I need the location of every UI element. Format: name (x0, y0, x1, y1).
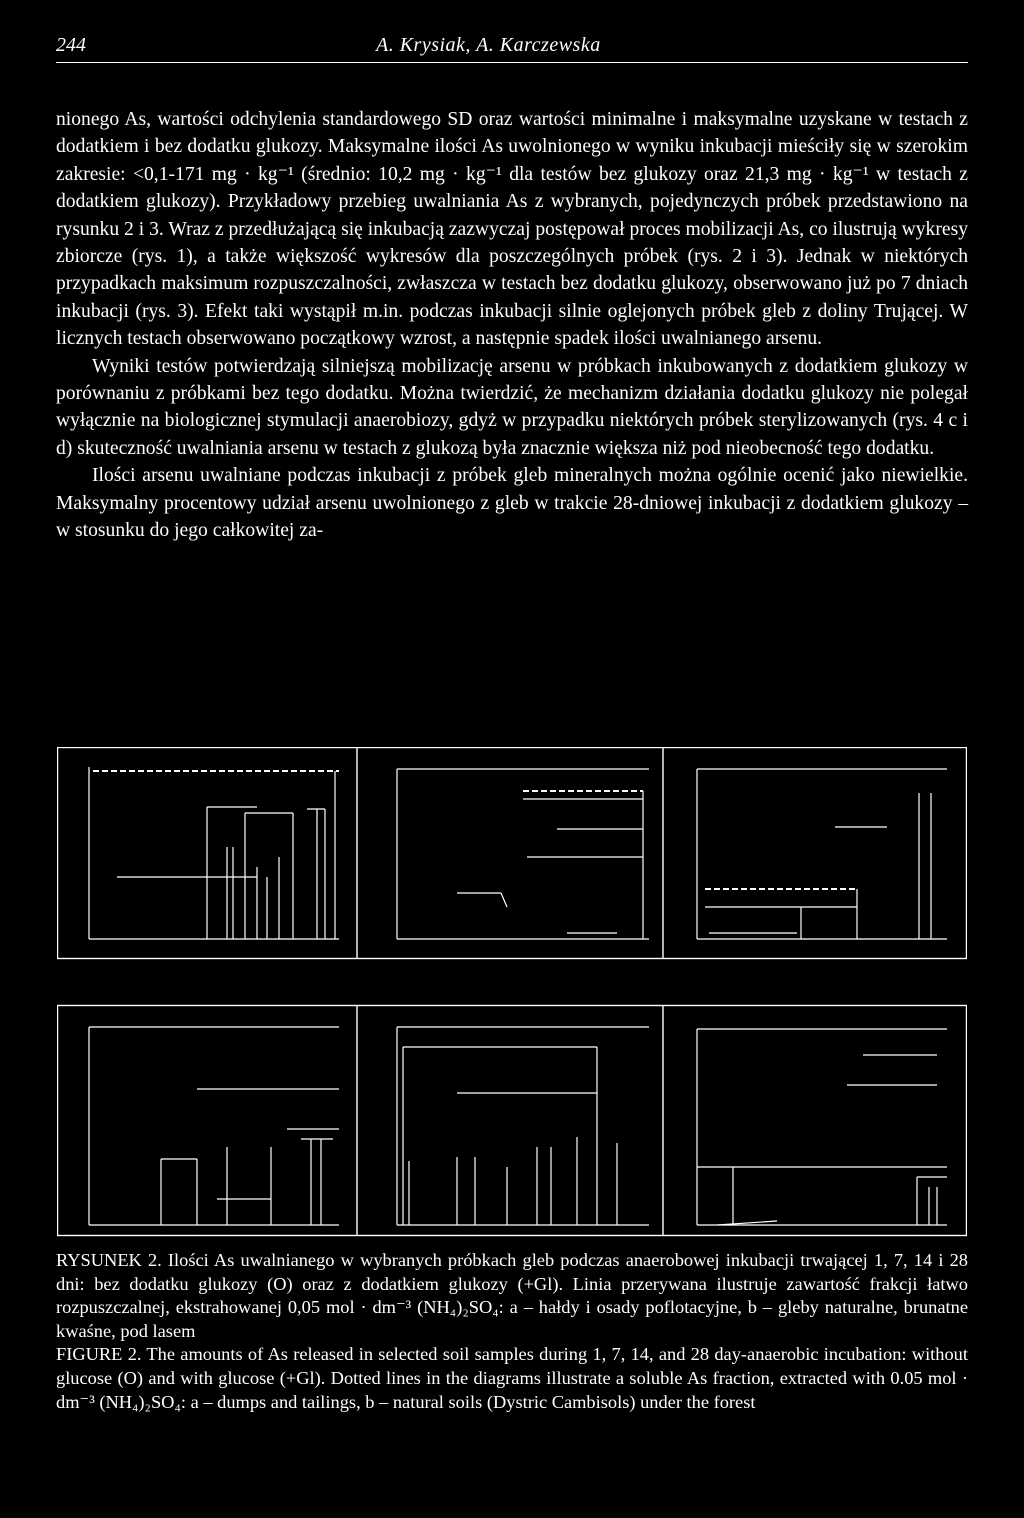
panel-5-bars (397, 1027, 649, 1225)
paragraph-1: nionego As, wartości odchylenia standardowego SD oraz wartości minimalne i maksymalne uzyskane w testach z dodatkiem i bez dodatku glukozy. Maksymalne ilości As uwolnionego w wyniku inkubacji mieściły się w szerokim zakresie: <0,1-171 mg · kg⁻¹ (średnio: 10,2 mg · kg⁻¹ dla testów bez glukozy oraz 21,3 mg · kg⁻¹ w testach z dodatkiem glukozy). Przykładowy przebieg uwalniania As z wybranych, pojedynczych próbek przedstawiono na rysunku 2 i 3. Wraz z przedłużającą się inkubacją zazwyczaj postępował proces mobilizacji As, co ilustrują wykresy zbiorcze (rys. 1), a także większość wykresów dla poszczególnych próbek (rys. 2 i 3). Jednak w niektórych przypadkach maksimum rozpuszczalności, zwłaszcza w testach bez dodatku glukozy, obserwowano już po 7 dniach inkubacji (rys. 3). Efekt taki wystąpił m.in. podczas inkubacji silnie oglejonych próbek gleb z doliny Trującej. W licznych testach obserwowano początkowy wzrost, a następnie spadek ilości uwalnianego arsenu. (56, 109, 968, 350)
panel-3-bars (697, 769, 947, 939)
panel-frame-bottom (58, 1005, 967, 1236)
page-number: 244 (56, 34, 86, 56)
paragraph-2: Wyniki testów potwierdzają silniejszą mobilizację arsenu w próbkach inkubowanych z dodatkiem glukozy w porównaniu z próbkami bez tego dodatku. Można twierdzić, że mechanizm działania dodatku glukozy nie polegał wyłącznie na biologicznej stymulacji anaerobiozy, gdyż w przypadku niektórych próbek sterylizowanych (rys. 4 c i d) skuteczność uwalniania arsenu w testach z glukozą była znacznie większa niż pod nieobecność tego dodatku. (56, 355, 968, 459)
caption-english: FIGURE 2. The amounts of As released in selected soil samples during 1, 7, 14, and 28 day-anaerobic incubation: without glucose (O) and with glucose (+Gl). Dotted lines in the diagrams illustrate a soluble As fraction, extracted with 0.05 mol · dm⁻³ (NH₄)₂SO₄: a – dumps and tailings, b – natural soils (Dystric Cambisols) under the forest (56, 1344, 968, 1412)
body-text (56, 106, 968, 545)
figure-caption (56, 1249, 968, 1414)
panel-2-bars (397, 769, 649, 939)
panel-6-bars (697, 1029, 947, 1225)
running-header (56, 34, 968, 63)
panel-1-bars (89, 767, 339, 939)
panel-frame-top (58, 747, 967, 959)
caption-polish: RYSUNEK 2. Ilości As uwalnianego w wybranych próbkach gleb podczas anaerobowej inkubacji trwającej 1, 7, 14 i 28 dni: bez dodatku glukozy (O) oraz z dodatkiem glukozy (+Gl). Linia przerywana ilustruje zawartość frakcji łatwo rozpuszczalnej, ekstrahowanej 0,05 mol · dm⁻³ (NH₄)₂SO₄: a – hałdy i osady poflotacyjne, b – gleby naturalne, brunatne kwaśne, pod lasem (56, 1250, 968, 1341)
running-authors: A. Krysiak, A. Karczewska (376, 34, 601, 56)
paragraph-3: Ilości arsenu uwalniane podczas inkubacji z próbek gleb mineralnych można ogólnie ocenić jako niewielkie. Maksymalny procentowy udział arsenu uwolnionego z gleb w trakcie 28-dniowej inkubacji z dodatkiem glukozy – w stosunku do jego całkowitej za- (56, 465, 968, 542)
figure-2-panels (57, 747, 967, 1237)
panel-4-bars (89, 1027, 339, 1225)
